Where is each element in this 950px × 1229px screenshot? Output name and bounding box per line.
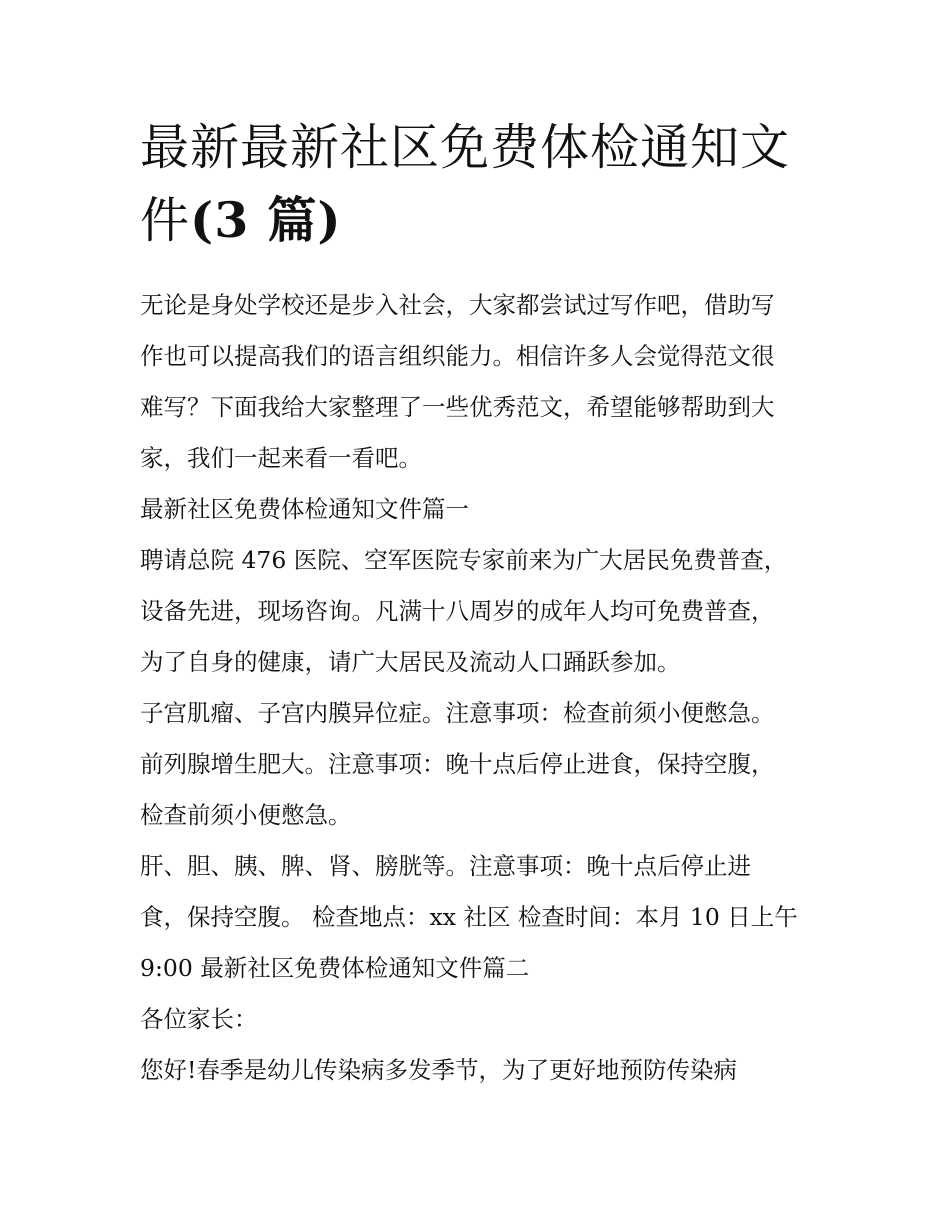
body-line: 子宫肌瘤、子宫内膜异位症。注意事项：检查前须小便憋急。 bbox=[140, 699, 775, 727]
greeting-line: 各位家长： bbox=[140, 1005, 258, 1033]
body-line: 前列腺增生肥大。注意事项：晚十点后停止进食，保持空腹， bbox=[140, 750, 775, 778]
body-line: 检查前须小便憋急。 bbox=[140, 801, 352, 829]
body-line: 无论是身处学校还是步入社会，大家都尝试过写作吧，借助写 bbox=[140, 291, 775, 319]
title-line-2-prefix: 件 bbox=[140, 192, 191, 249]
body-line: 难写？下面我给大家整理了一些优秀范文，希望能够帮助到大 bbox=[140, 393, 775, 421]
body-line: 设备先进，现场咨询。凡满十八周岁的成年人均可免费普查， bbox=[140, 597, 775, 625]
body-line: 您好!春季是幼儿传染病多发季节，为了更好地预防传染病 bbox=[140, 1056, 737, 1084]
body-line: 家，我们一起来看一看吧。 bbox=[140, 444, 422, 472]
body-line: 食，保持空腹。 检查地点：xx 社区 检查时间：本月 10 日上午 bbox=[140, 903, 798, 931]
title-line-2-count: (3 篇) bbox=[190, 191, 342, 249]
body-line: 聘请总院 476 医院、空军医院专家前来为广大居民免费普查， bbox=[140, 546, 788, 574]
body-line: 肝、胆、胰、脾、肾、膀胱等。注意事项：晚十点后停止进 bbox=[140, 852, 751, 880]
title-line-2 bbox=[140, 184, 820, 256]
document-body bbox=[140, 280, 820, 1096]
body-line: 为了自身的健康，请广大居民及流动人口踊跃参加。 bbox=[140, 648, 681, 676]
section-heading-1: 最新社区免费体检通知文件篇一 bbox=[140, 495, 469, 523]
title-line-1: 最新最新社区免费体检通知文 bbox=[140, 119, 791, 176]
section-heading-2: 9:00 最新社区免费体检通知文件篇二 bbox=[140, 954, 530, 982]
document-title bbox=[140, 112, 820, 256]
body-line: 作也可以提高我们的语言组织能力。相信许多人会觉得范文很 bbox=[140, 342, 775, 370]
